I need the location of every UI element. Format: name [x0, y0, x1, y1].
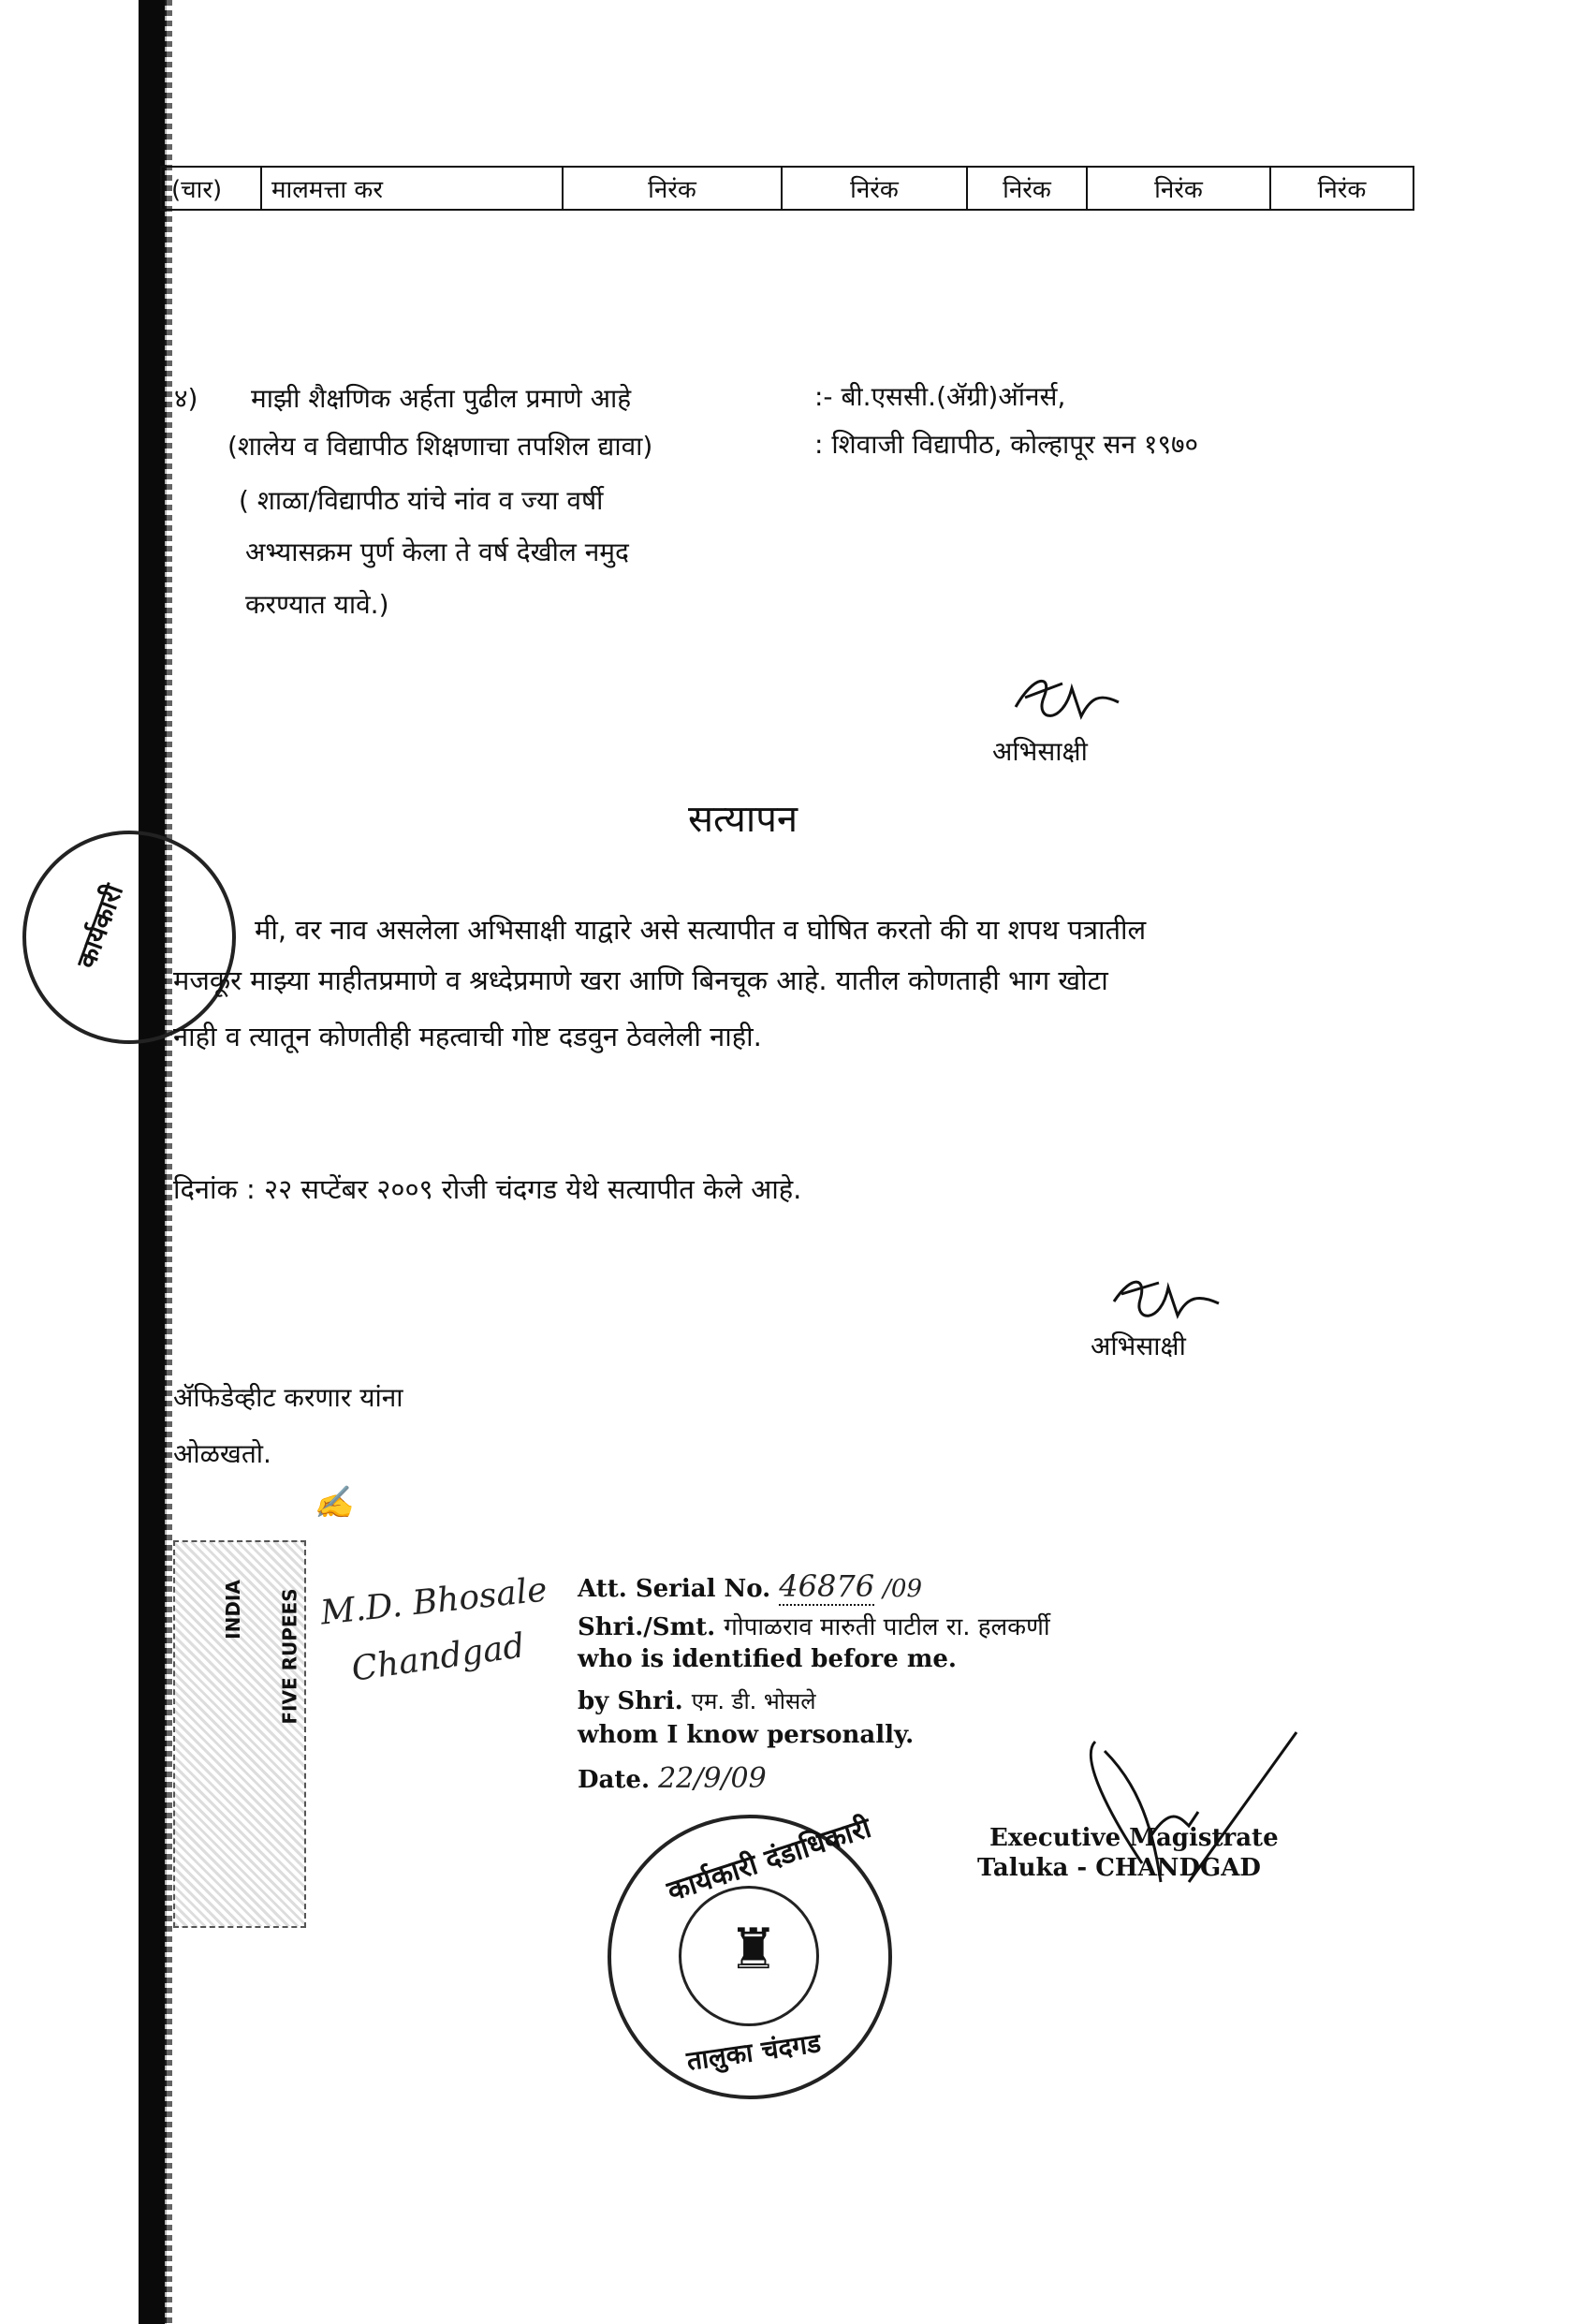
education-question: करण्यात यावे.)	[245, 589, 389, 620]
table-row	[161, 167, 1414, 210]
magistrate-taluka: Taluka - CHANDGAD	[977, 1854, 1261, 1882]
att-serial-label: Att. Serial No.	[578, 1575, 771, 1603]
education-answer: : शिवाजी विद्यापीठ, कोल्हापूर सन १९७०	[814, 429, 1199, 460]
att-shri	[578, 1609, 1050, 1642]
cell-value: निरंक	[1087, 167, 1270, 210]
deponent-label: अभिसाक्षी	[1091, 1331, 1186, 1361]
identifier-name-handwritten: M.D. Bhosale	[318, 1570, 549, 1633]
att-by-label: by Shri.	[578, 1687, 683, 1715]
cell-value: निरंक	[563, 167, 782, 210]
att-by	[578, 1685, 816, 1716]
left-partial-seal	[22, 831, 236, 1044]
cell-value: निरंक	[967, 167, 1087, 210]
att-date-label: Date.	[578, 1766, 650, 1794]
stamp-value: FIVE RUPEES	[278, 1588, 301, 1725]
att-date	[578, 1762, 767, 1795]
identifier-line: ॲफिडेव्हीट करणार यांना	[173, 1382, 403, 1413]
cell-value: निरंक	[1270, 167, 1414, 210]
att-serial-suffix: /09	[883, 1575, 922, 1603]
official-round-seal	[608, 1811, 892, 2099]
national-emblem-icon: ♜	[728, 1917, 779, 1982]
att-by-value: एम. डी. भोसले	[691, 1688, 816, 1714]
seal-bottom-text: तालुका चंदगड	[684, 2027, 823, 2077]
att-shri-label: Shri./Smt.	[578, 1613, 716, 1641]
att-know: whom I know personally.	[578, 1721, 915, 1749]
education-question: (शालेय व विद्यापीठ शिक्षणाचा तपशिल द्यावा)	[227, 431, 653, 462]
seal-top-text: कार्यकारी दंडाधिकारी	[663, 1811, 875, 1909]
education-question: माझी शैक्षणिक अर्हता पुढील प्रमाणे आहे	[251, 383, 632, 414]
verification-date: दिनांक : २२ सप्टेंबर २००९ रोजी चंदगड येथे सत्यापीत केले आहे.	[173, 1173, 802, 1205]
stamp-country: INDIA	[221, 1580, 244, 1640]
verification-line: मजकूर माझ्या माहीतप्रमाणे व श्रध्देप्रमाणे खरा आणि बिनचूक आहे. यातील कोणताही भाग खोटा	[173, 964, 1108, 996]
property-tax-table	[160, 166, 1414, 211]
education-answer: :- बी.एससी.(ॲग्री)ऑनर्स,	[814, 381, 1066, 412]
identifier-initials: ✍	[314, 1484, 354, 1522]
deponent-signature-1	[1006, 669, 1128, 735]
magistrate-title: Executive Magistrate	[989, 1824, 1279, 1852]
verification-heading: सत्यापन	[688, 798, 798, 841]
verification-line: मी, वर नाव असलेला अभिसाक्षी याद्वारे असे सत्यापीत व घोषित करतो की या शपथ पत्रातील	[255, 914, 1147, 946]
identifier-place-handwritten: Chandgad	[349, 1626, 527, 1689]
education-question: अभ्यासक्रम पुर्ण केला ते वर्ष देखील नमुद	[245, 537, 629, 567]
identifier-line: ओळखतो.	[173, 1438, 271, 1469]
cell-value: निरंक	[782, 167, 967, 210]
row-index: (चार)	[161, 167, 261, 210]
att-serial-value: 46876	[779, 1568, 875, 1604]
att-shri-value: गोपाळराव मारुती पाटील रा. हलकर्णी	[724, 1613, 1050, 1641]
left-seal-text: कार्यकारी	[70, 880, 130, 973]
row-label: मालमत्ता कर	[261, 167, 563, 210]
scan-edge-shadow	[139, 0, 167, 2324]
att-identified: who is identified before me.	[578, 1645, 957, 1673]
education-number: ४)	[174, 383, 198, 414]
verification-line: नाही व त्यातून कोणतीही महत्वाची गोष्ट दडवुन ठेवलेली नाही.	[173, 1021, 762, 1052]
revenue-stamp	[173, 1540, 306, 1928]
att-serial	[578, 1568, 922, 1604]
deponent-signature-2	[1105, 1273, 1226, 1330]
scan-edge-noise	[165, 0, 172, 2324]
education-question: ( शाळा/विद्यापीठ यांचे नांव व ज्या वर्षी	[239, 485, 604, 516]
att-date-value: 22/9/09	[658, 1762, 767, 1795]
deponent-label: अभिसाक्षी	[992, 736, 1088, 767]
